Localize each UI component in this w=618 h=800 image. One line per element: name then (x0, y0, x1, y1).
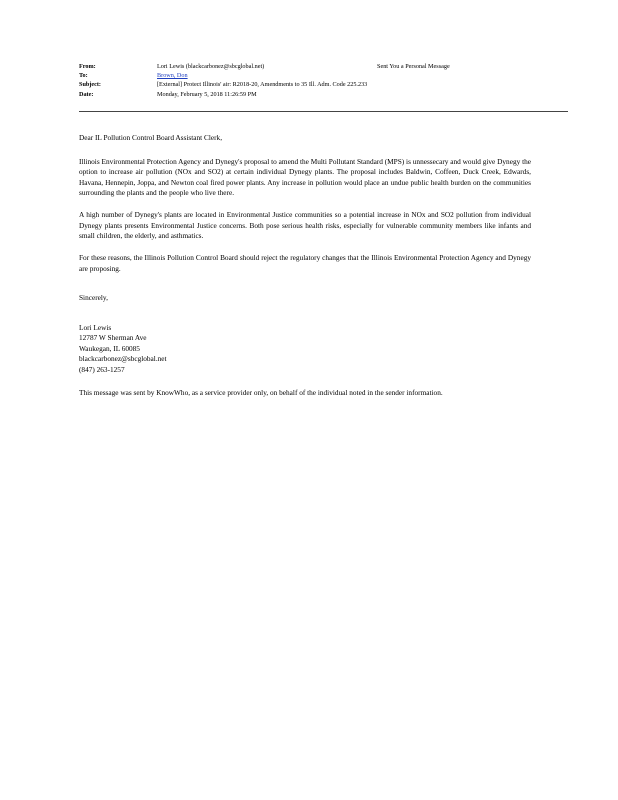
letter-paragraph-2: A high number of Dynegy's plants are located in Environmental Justice communities so a potential increase in NOx and SO2 pollution from individual Dynegy plants presents Environmental Justice concerns. Both pose serious health risks, especially for vulnerable community members like infants and small children, the elderly, and asthmatics. (79, 210, 531, 240)
header-divider (79, 111, 568, 112)
signature-block (79, 323, 531, 376)
date-value: Monday, February 5, 2018 11:26:59 PM (157, 90, 257, 98)
signature-phone: (847) 263-1257 (79, 364, 125, 374)
from-value: Lori Lewis (blackcarbonez@sbcglobal.net) (157, 63, 265, 70)
date-row (79, 90, 569, 99)
signature-email: blackcarbonez@sbcglobal.net (79, 354, 167, 363)
to-row (79, 71, 569, 80)
footer-note: This message was sent by KnowWho, as a service provider only, on behalf of the individual noted in the sender information. (79, 388, 443, 397)
from-label: From: (79, 63, 96, 70)
sent-message-label: Sent You a Personal Message (377, 63, 450, 70)
letter-greeting: Dear IL Pollution Control Board Assistant Clerk, (79, 133, 223, 142)
letter-body (79, 133, 531, 410)
subject-value: [External] Protect Illinois' air: R2018-20, Amendments to 35 Ill. Adm. Code 225.233 (157, 81, 368, 89)
from-row (79, 62, 569, 71)
letter-paragraph-1: Illinois Environmental Protection Agency and Dynegy's proposal to amend the Multi Pollutant Standard (MPS) is unnessecary and would give Dynegy the option to increase air pollution (NOx and SO2) at certain individual Dynegy plants. The proposal includes Baldwin, Coffeen, Duck Creek, Edwards, Havana, Hennepin, Joppa, and Newton coal fired power plants. Any increase in pollution would place an undue public health burden on the communities surrounding the plants and the people who live there. (79, 156, 531, 197)
letter-closing: Sincerely, (79, 293, 108, 302)
letter-paragraph-3: For these reasons, the Illinois Pollution Control Board should reject the regulatory changes that the Illinois Environmental Protection Agency and Dynegy are proposing. (79, 253, 531, 273)
signature-street: 12787 W Sherman Ave (79, 333, 147, 342)
to-label: To: (79, 72, 88, 80)
email-header (79, 62, 569, 99)
to-recipient-link[interactable]: Brown, Don (157, 72, 188, 80)
date-label: Date: (79, 90, 94, 98)
signature-name: Lori Lewis (79, 322, 112, 332)
signature-city: Waukegan, IL 60085 (79, 343, 140, 353)
subject-row (79, 80, 569, 89)
subject-label: Subject: (79, 81, 101, 89)
